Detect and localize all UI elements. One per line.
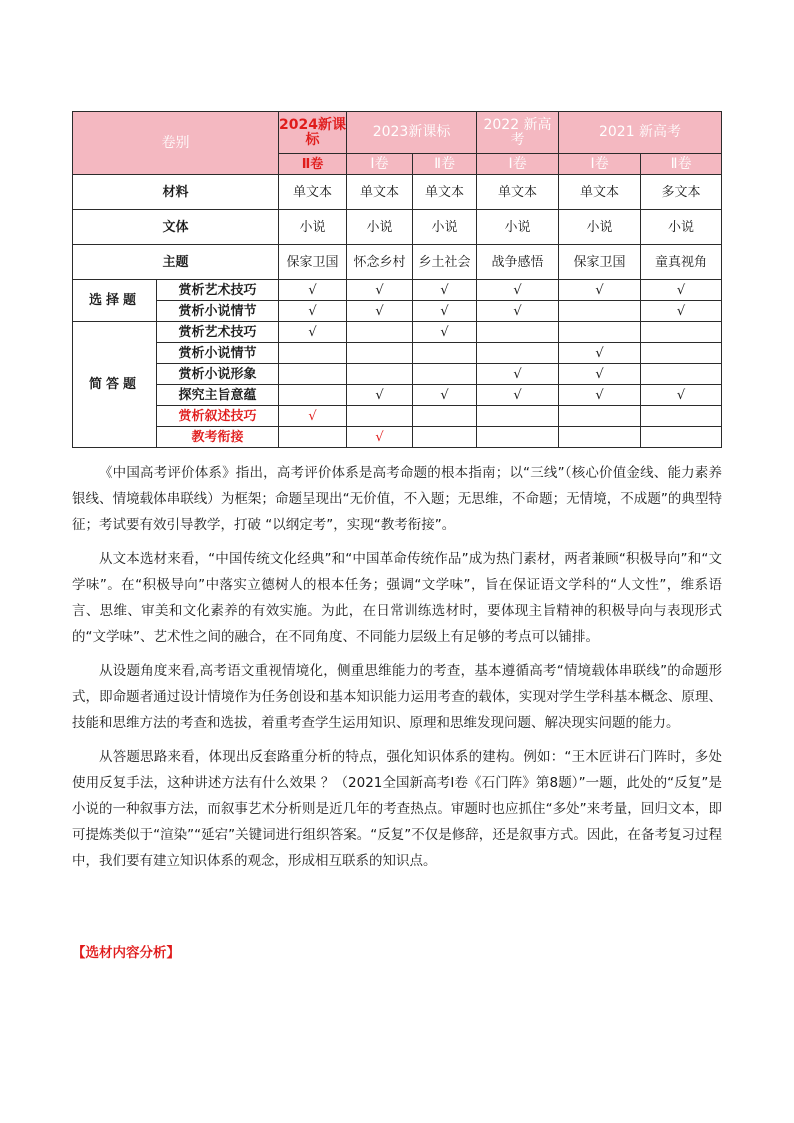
- table-row: [73, 343, 722, 364]
- paragraph: 从答题思路来看，体现出反套路重分析的特点，强化知识体系的建构。例如：“王木匠讲石门阵时，多处使用反复手法，这种讲述方法有什么效果 ？（2021全国新高考Ⅰ卷《石门阵》第8题）”一题，此处的“反复”是小说的一种叙事方法，而叙事艺术分析则是近几年的考查热点。审题时也应抓住“多处”来考量，回归文本，即可提炼类似于“渲染”“延宕”关键词进行组织答案。“反复”不仅是修辞，还是叙事方式。因此，在备考复习过程中，我们要有建立知识体系的观念，形成相互联系的知识点。: [72, 749, 722, 869]
- table-cell: 乡土社会: [413, 245, 477, 280]
- table-cell: 单文本: [279, 175, 347, 210]
- check-mark: √: [641, 280, 722, 301]
- check-mark: [347, 322, 413, 343]
- sub-header: Ⅰ卷: [477, 154, 559, 175]
- check-mark: [279, 427, 347, 448]
- table-row: [73, 280, 722, 301]
- check-mark: [641, 343, 722, 364]
- check-mark: [641, 406, 722, 427]
- row-label: 文体: [73, 210, 279, 245]
- check-mark: √: [279, 280, 347, 301]
- check-mark: √: [413, 301, 477, 322]
- check-mark: √: [477, 385, 559, 406]
- table-cell: 战争感悟: [477, 245, 559, 280]
- exam-analysis-table: [72, 111, 722, 448]
- row-label: 赏析艺术技巧: [157, 322, 279, 343]
- check-mark: √: [559, 385, 641, 406]
- table-row-material: [73, 175, 722, 210]
- row-label: 赏析小说情节: [157, 343, 279, 364]
- check-mark: √: [347, 301, 413, 322]
- table-cell: 童真视角: [641, 245, 722, 280]
- table-cell: 小说: [413, 210, 477, 245]
- check-mark: √: [413, 385, 477, 406]
- paragraph: 《中国高考评价体系》指出，高考评价体系是高考命题的根本指南；以“三线”（核心价值金线、能力素养银线、情境载体串联线）为框架；命题呈现出“无价值，不入题；无思维，不命题；无情境，不成题”的典型特征；考试要有效引导教学，打破 “以纲定考”，实现“教考衔接”。: [72, 465, 722, 533]
- table-cell: 单文本: [413, 175, 477, 210]
- table-row: [73, 301, 722, 322]
- table-cell: 单文本: [477, 175, 559, 210]
- check-mark: [413, 427, 477, 448]
- sub-header: Ⅱ卷: [641, 154, 722, 175]
- check-mark: [477, 427, 559, 448]
- table-row: [73, 322, 722, 343]
- check-mark: √: [477, 364, 559, 385]
- row-label: 赏析艺术技巧: [157, 280, 279, 301]
- check-mark: √: [279, 406, 347, 427]
- sub-header: Ⅱ卷: [413, 154, 477, 175]
- table-row: [73, 406, 722, 427]
- check-mark: [559, 406, 641, 427]
- check-mark: [413, 364, 477, 385]
- check-mark: [477, 406, 559, 427]
- check-mark: √: [347, 427, 413, 448]
- group-label-choice: 选择题: [73, 280, 157, 322]
- check-mark: √: [413, 322, 477, 343]
- table-cell: 小说: [641, 210, 722, 245]
- check-mark: √: [559, 364, 641, 385]
- group-label-short: 简答题: [73, 322, 157, 448]
- table-cell: 怀念乡村: [347, 245, 413, 280]
- table-row-theme: [73, 245, 722, 280]
- table-cell: 小说: [559, 210, 641, 245]
- check-mark: [279, 343, 347, 364]
- header-juanbie: 卷别: [73, 112, 279, 175]
- row-label: 赏析小说情节: [157, 301, 279, 322]
- check-mark: [347, 343, 413, 364]
- check-mark: [477, 343, 559, 364]
- row-label: 材料: [73, 175, 279, 210]
- table-cell: 单文本: [347, 175, 413, 210]
- check-mark: [477, 322, 559, 343]
- row-label: 主题: [73, 245, 279, 280]
- body-text: [72, 460, 722, 882]
- check-mark: [413, 406, 477, 427]
- table-cell: 保家卫国: [279, 245, 347, 280]
- row-label: 赏析叙述技巧: [157, 406, 279, 427]
- header-2022: 2022 新高考: [477, 112, 559, 154]
- check-mark: [641, 427, 722, 448]
- section-heading: 【选材内容分析】: [72, 945, 180, 961]
- table-row: [73, 364, 722, 385]
- row-label: 赏析小说形象: [157, 364, 279, 385]
- header-2021: 2021 新高考: [559, 112, 722, 154]
- table-cell: 多文本: [641, 175, 722, 210]
- check-mark: [347, 406, 413, 427]
- check-mark: √: [477, 301, 559, 322]
- table-row: [73, 427, 722, 448]
- check-mark: [559, 322, 641, 343]
- check-mark: √: [559, 280, 641, 301]
- paragraph: 从设题角度来看,高考语文重视情境化，侧重思维能力的考查，基本遵循高考“情境载体串联线”的命题形式，即命题者通过设计情境作为任务创设和基本知识能力运用考查的载体，实现对学生学科基本概念、原理、技能和思维方法的考查和选拔，着重考查学生运用知识、原理和思维发现问题、解决现实问题的能力。: [72, 663, 722, 731]
- header-2023: 2023新课标: [347, 112, 477, 154]
- check-mark: [413, 343, 477, 364]
- check-mark: √: [347, 280, 413, 301]
- check-mark: √: [559, 343, 641, 364]
- check-mark: [559, 301, 641, 322]
- table-row-genre: [73, 210, 722, 245]
- check-mark: [559, 427, 641, 448]
- table-cell: 小说: [347, 210, 413, 245]
- sub-header: Ⅱ卷: [279, 154, 347, 175]
- row-label: 教考衔接: [157, 427, 279, 448]
- check-mark: [347, 364, 413, 385]
- check-mark: [641, 364, 722, 385]
- check-mark: √: [347, 385, 413, 406]
- check-mark: √: [641, 385, 722, 406]
- header-2024: 2024新课标: [279, 112, 347, 154]
- table-cell: 保家卫国: [559, 245, 641, 280]
- table-row: [73, 385, 722, 406]
- table-cell: 单文本: [559, 175, 641, 210]
- check-mark: [279, 385, 347, 406]
- check-mark: √: [641, 301, 722, 322]
- check-mark: √: [279, 301, 347, 322]
- paragraph: 从文本选材来看，“中国传统文化经典”和“中国革命传统作品”成为热门素材，两者兼顾“积极导向”和“文学味”。在“积极导向”中落实立德树人的根本任务；强调“文学味”，旨在保证语文学科的“人文性”，维系语言、思维、审美和文化素养的有效实施。为此，在日常训练选材时，要体现主旨精神的积极导向与表现形式的“文学味”、艺术性之间的融合，在不同角度、不同能力层级上有足够的考点可以铺排。: [72, 551, 722, 645]
- row-label: 探究主旨意蕴: [157, 385, 279, 406]
- check-mark: √: [413, 280, 477, 301]
- table-cell: 小说: [477, 210, 559, 245]
- check-mark: [641, 322, 722, 343]
- check-mark: √: [477, 280, 559, 301]
- check-mark: √: [279, 322, 347, 343]
- check-mark: [279, 364, 347, 385]
- sub-header: Ⅰ卷: [347, 154, 413, 175]
- sub-header: Ⅰ卷: [559, 154, 641, 175]
- table-cell: 小说: [279, 210, 347, 245]
